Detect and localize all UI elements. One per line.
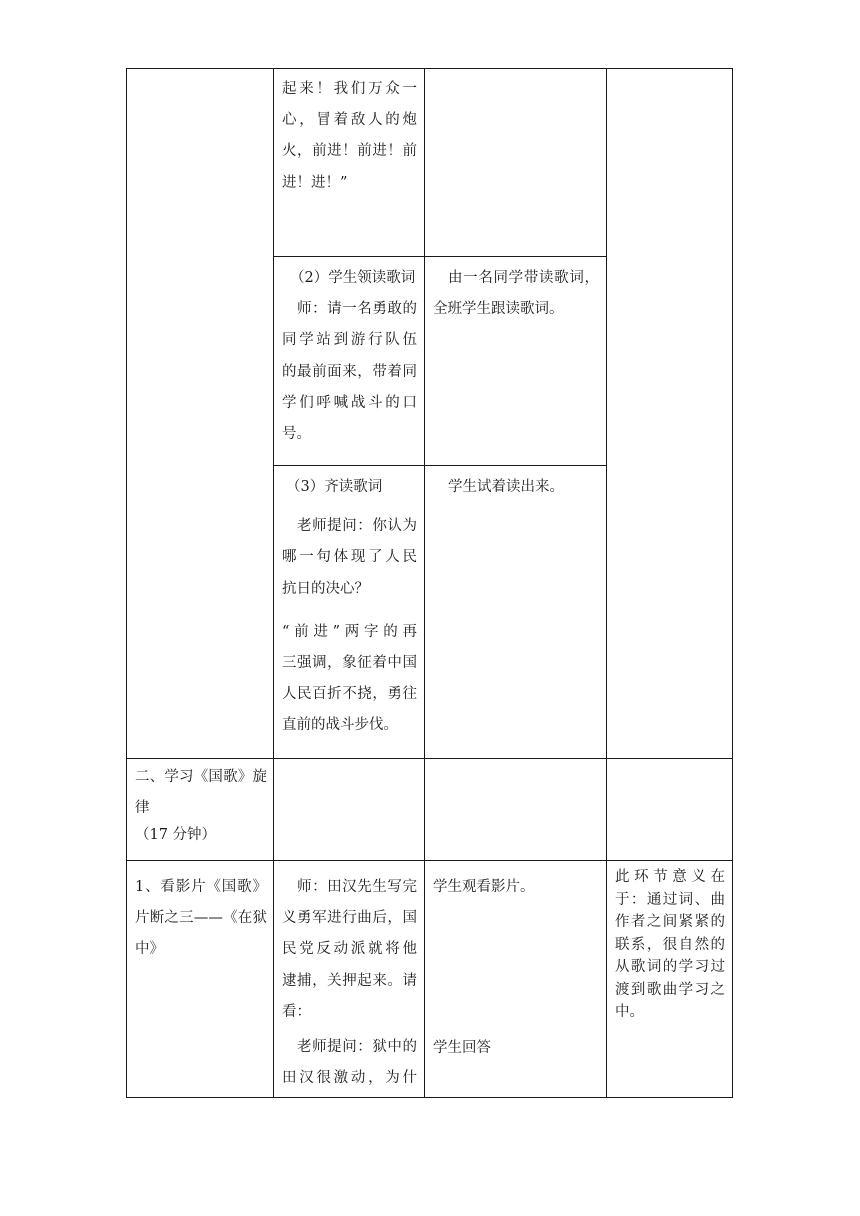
text-line: 看： xyxy=(282,1003,311,1020)
column-divider xyxy=(424,68,425,1098)
student-activity-cell xyxy=(433,872,599,1064)
section-duration: （17 分钟） xyxy=(135,827,217,844)
text-line: 作者之间紧紧的 xyxy=(615,914,725,930)
text-line: 片断之三——《在狱 xyxy=(135,910,267,927)
text-line: 火，前进！前进！前 xyxy=(282,143,417,160)
text-line: 人民百折不挠，勇往 xyxy=(282,686,417,703)
text-line: 学生回答 xyxy=(433,1040,491,1057)
design-intent-cell xyxy=(615,866,725,1024)
text-line: 的最前面来，带着同 xyxy=(282,363,417,380)
text-line: 逮捕，关押起来。请 xyxy=(282,972,417,989)
text-line: 1、看影片《国歌》 xyxy=(135,879,267,895)
text-line: 全班学生跟读歌词。 xyxy=(433,301,564,318)
teacher-activity-cell xyxy=(282,472,417,742)
text-line: 进！进！” xyxy=(282,174,348,191)
text-line: 田汉很激动，为什 xyxy=(282,1070,417,1087)
table-border-right xyxy=(732,68,733,1098)
text-line: 同学站到游行队伍 xyxy=(282,332,417,349)
text-line: 于：通过词、曲 xyxy=(615,891,725,908)
text-line: 渡到歌曲学习之 xyxy=(615,981,725,998)
text-line: 号。 xyxy=(282,426,311,443)
table-border-top xyxy=(126,68,733,69)
text-line: 学们呼喊战斗的口 xyxy=(282,394,417,411)
text-line: 师：请一名勇敢的 xyxy=(297,301,417,318)
row-divider xyxy=(126,860,733,861)
section-heading-cell xyxy=(135,762,267,846)
text-line: 三强调，象征着中国 xyxy=(282,655,417,672)
text-line: 中》 xyxy=(135,941,164,958)
column-divider xyxy=(606,68,607,1098)
text-line: 民党反动派就将他 xyxy=(282,941,417,958)
text-line: 中。 xyxy=(615,1004,644,1020)
column-divider xyxy=(273,68,274,1098)
text-line: 联系，很自然的 xyxy=(615,936,725,953)
text-line: 此环节意义在 xyxy=(615,869,725,885)
text-line: 义勇军进行曲后，国 xyxy=(282,910,417,927)
student-activity-cell xyxy=(433,263,599,325)
student-activity-cell xyxy=(433,472,599,503)
text-line: 起来！我们万众一 xyxy=(282,81,417,97)
table-border-left xyxy=(126,68,127,1098)
teacher-activity-cell xyxy=(282,263,417,450)
section-title: 二、学习《国歌》旋 xyxy=(135,769,267,785)
text-line: 学生试着读出来。 xyxy=(448,479,564,495)
activity-name-cell xyxy=(135,872,267,966)
text-line: 老师提问：狱中的 xyxy=(297,1039,417,1056)
text-line: 师：田汉先生写完 xyxy=(297,879,417,895)
step-heading: （2）学生领读歌词 xyxy=(290,270,416,286)
text-line: “前进”两字的再 xyxy=(282,623,417,640)
row-divider xyxy=(126,758,733,759)
teacher-activity-cell xyxy=(282,74,417,199)
text-line: 由一名同学带读歌词， xyxy=(448,270,599,286)
text-line: 学生观看影片。 xyxy=(433,879,535,895)
text-line: 抗日的决心？ xyxy=(282,580,369,597)
section-title: 律 xyxy=(135,800,150,817)
step-heading: （3）齐读歌词 xyxy=(286,479,383,495)
text-line: 哪一句体现了人民 xyxy=(282,549,417,566)
text-line: 直前的战斗步伐。 xyxy=(282,717,398,734)
row-divider xyxy=(273,465,606,466)
teacher-activity-cell xyxy=(282,872,417,1094)
text-line: 从歌词的学习过 xyxy=(615,959,725,975)
table-border-bottom xyxy=(126,1097,733,1098)
text-line: 老师提问：你认为 xyxy=(297,518,417,535)
text-line: 心，冒着敌人的炮 xyxy=(282,112,417,129)
row-divider xyxy=(273,256,606,257)
